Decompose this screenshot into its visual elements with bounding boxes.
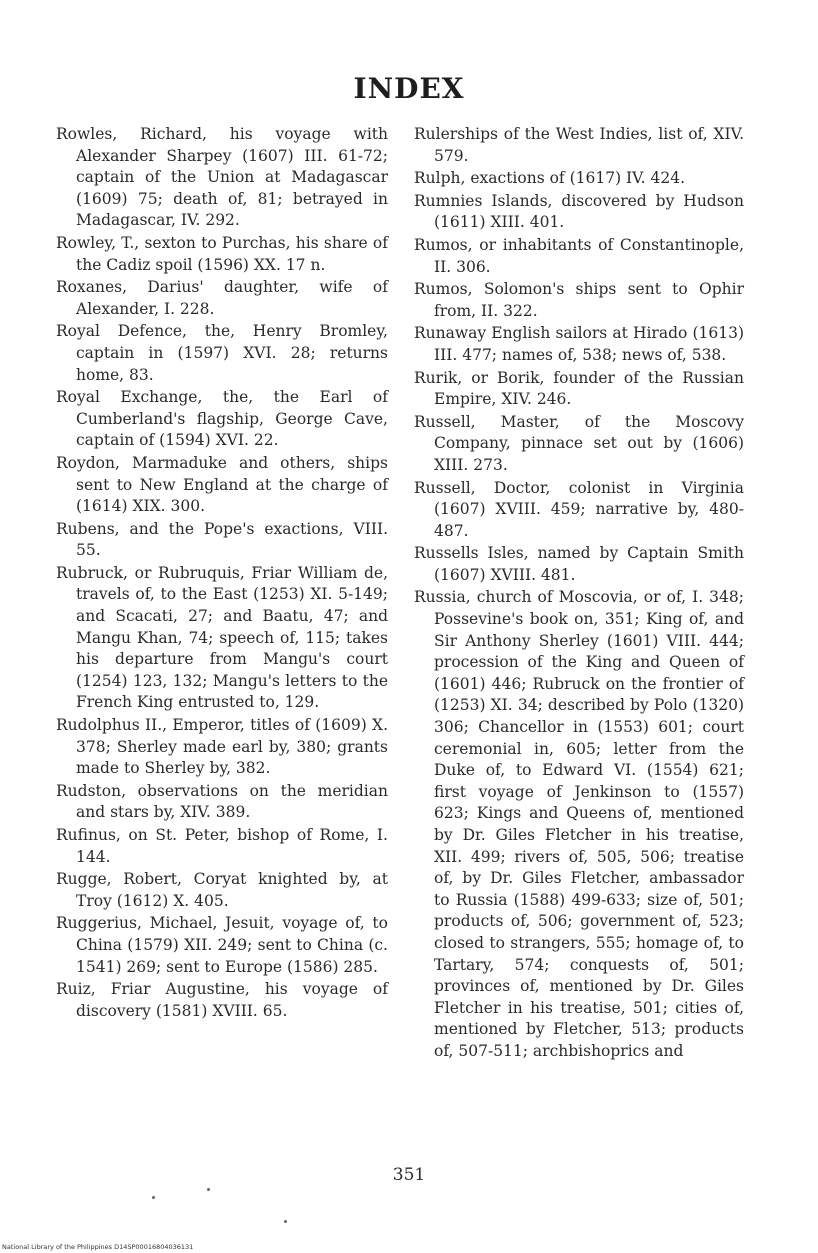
scan-speck [207,1188,210,1191]
index-entry: Rowley, T., sexton to Purchas, his share of the Cadiz spoil (1596) XX. 17 n. [56,233,388,274]
index-entry: Rulerships of the West Indies, list of, XIV. 579. [414,125,744,165]
index-entry: Ruiz, Friar Augustine, his voyage of discovery (1581) XVIII. 65. [56,980,388,1020]
index-entry: Rugge, Robert, Coryat knighted by, at Troy (1612) X. 405. [56,870,388,910]
index-entry: Russell, Doctor, colonist in Virginia (1607) XVIII. 459; narrative by, 480-487. [414,478,744,540]
index-entry: Rumos, or inhabitants of Constantinople, II. 306. [414,235,744,276]
index-entry: Ruggerius, Michael, Jesuit, voyage of, to China (1579) XII. 249; sent to China (c. 1541) 269; sent to Europe (1586) 285. [56,914,388,976]
index-entry: Runaway English sailors at Hirado (1613) III. 477; names of, 538; news of, 538. [414,324,744,364]
index-entry: Russell, Master, of the Moscovy Company, pinnace set out by (1606) XIII. 273. [414,412,744,474]
index-entry: Rubruck, or Rubruquis, Friar William de, travels of, to the East (1253) XI. 5-149; and Scacati, 27; and Baatu, 47; and Mangu Khan, 74; speech of, 115; takes his departure from Mangu's court (1254) 123, 132; Mangu's letters to the French King entrusted to, 129. [56,563,388,712]
index-entry: Roxanes, Darius' daughter, wife of Alexander, I. 228. [56,278,388,318]
page-number: 351 [392,1165,426,1185]
scan-speck [284,1220,287,1223]
index-entry: Rurik, or Borik, founder of the Russian Empire, XIV. 246. [414,368,744,409]
index-entry: Rudolphus II., Emperor, titles of (1609) X. 378; Sherley made earl by, 380; grants made to Sherley by, 382. [56,716,388,778]
page-title: INDEX [353,72,465,105]
index-entry: Roydon, Marmaduke and others, ships sent to New England at the charge of (1614) XIX. 300. [56,453,388,516]
index-entry: Rumos, Solomon's ships sent to Ophir from, II. 322. [414,280,744,320]
scan-speck [152,1196,155,1199]
index-entry: Royal Exchange, the, the Earl of Cumberland's flagship, George Cave, captain of (1594) XVI. 22. [56,388,388,450]
footer-credit: National Library of the Philippines D14SP00016804036131 [2,1243,194,1251]
index-entry: Russia, church of Moscovia, or of, I. 348; Possevine's book on, 351; King of, and Sir Anthony Sherley (1601) VIII. 444; procession of the King and Queen of (1601) 446; Rubruck on the frontier of (1253) XI. 34; described by Polo (1320) 306; Chancellor in (1553) 601; court ceremonial in, 605; letter from the Duke of, to Edward VI. (1554) 621; first voyage of Jenkinson to (1557) 623; Kings and Queens of, mentioned by Dr. Giles Fletcher in his treatise, XII. 499; rivers of, 505, 506; treatise of, by Dr. Giles Fletcher, ambassador to Russia (1588) 499-633; size of, 501; products of, 506; government of, 523; closed to strangers, 555; homage of, to Tartary, 574; conquests of, 501; provinces of, mentioned by Dr. Giles Fletcher in his treatise, 501; cities of, mentioned by Fletcher, 513; products of, 507-511; archbishoprics and [414,588,744,1060]
index-entry: Royal Defence, the, Henry Bromley, captain in (1597) XVI. 28; returns home, 83. [56,322,388,384]
index-entry: Rudston, observations on the meridian and stars by, XIV. 389. [56,781,388,822]
index-entry: Russells Isles, named by Captain Smith (1607) XVIII. 481. [414,544,744,584]
index-entry: Rufinus, on St. Peter, bishop of Rome, I. 144. [56,826,388,866]
index-column-left [56,124,388,1023]
index-entry: Rulph, exactions of (1617) IV. 424. [414,169,686,188]
index-entry: Rumnies Islands, discovered by Hudson (1611) XIII. 401. [414,191,744,232]
index-column-right [414,124,744,1064]
index-entry: Rowles, Richard, his voyage with Alexander Sharpey (1607) III. 61-72; captain of the Union at Madagascar (1609) 75; death of, 81; betrayed in Madagascar, IV. 292. [56,125,388,230]
index-entry: Rubens, and the Pope's exactions, VIII. 55. [56,519,388,560]
